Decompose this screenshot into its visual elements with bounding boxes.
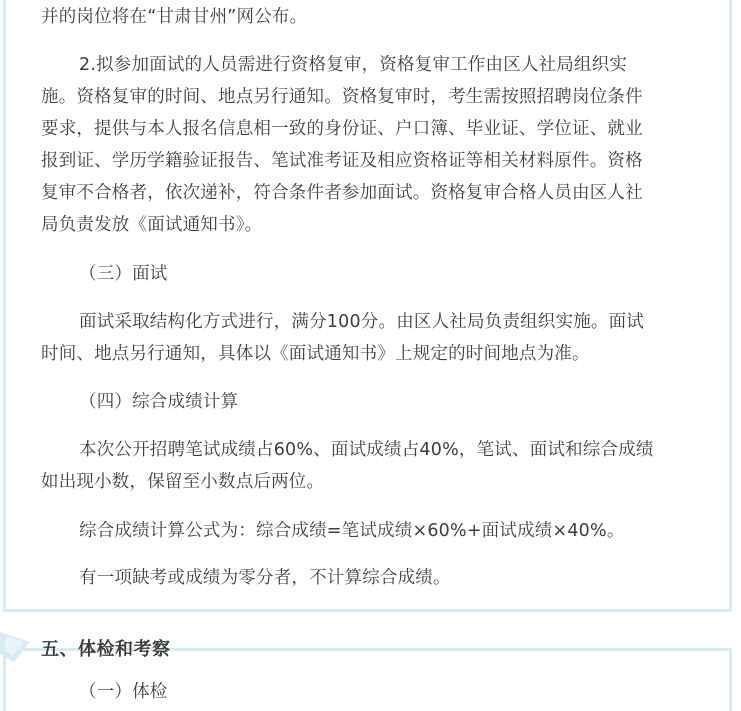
subheading-physical-exam: [41, 676, 711, 708]
paragraph-interview: [41, 306, 711, 370]
text-line: 2.拟参加面试的人员需进行资格复审，资格复审工作由区人社局组织实: [79, 55, 628, 75]
text-line: 综合成绩计算公式为：综合成绩=笔试成绩×60%+面试成绩×40%。: [79, 521, 625, 541]
subheading-text: （四）综合成绩计算: [79, 392, 239, 412]
paragraph-score-formula: [41, 515, 711, 547]
text-line: 施。资格复审的时间、地点另行通知。资格复审时，考生需按照招聘岗位条件: [41, 87, 643, 107]
text-line: 要求，提供与本人报名信息相一致的身份证、户口簿、毕业证、学位证、就业: [41, 119, 643, 139]
subheading-score-calculation: [41, 386, 711, 418]
subheading-interview: [41, 258, 711, 290]
paragraph-qualification-review: [41, 49, 711, 241]
section-header: [0, 632, 741, 668]
text-line: 报到证、学历学籍验证报告、笔试准考证及相应资格证等相关材料原件。资格: [41, 151, 643, 171]
subheading-text: （三）面试: [79, 264, 168, 284]
paragraph-absence-rule: [41, 562, 711, 594]
paragraph-results-publication: [41, 1, 711, 33]
text-line: 如出现小数，保留至小数点后两位。: [41, 472, 325, 492]
text-line: 时间、地点另行通知，具体以《面试通知书》上规定的时间地点为准。: [41, 344, 590, 364]
text-line: 本次公开招聘笔试成绩占60%、面试成绩占40%，笔试、面试和综合成绩: [79, 440, 654, 460]
text-line: 并的岗位将在“甘肃甘州”网公布。: [41, 7, 308, 27]
subheading-text: （一）体检: [79, 682, 168, 702]
paragraph-score-weights: [41, 434, 711, 498]
text-line: 局负责发放《面试通知书》。: [41, 215, 263, 235]
section-title: 五、体检和考察: [41, 639, 171, 660]
corner-decoration-icon: [0, 632, 30, 662]
text-line: 有一项缺考或成绩为零分者，不计算综合成绩。: [79, 568, 451, 588]
text-line: 面试采取结构化方式进行，满分100分。由区人社局负责组织实施。面试: [79, 312, 644, 332]
text-line: 复审不合格者，依次递补，符合条件者参加面试。资格复审合格人员由区人社: [41, 183, 643, 203]
